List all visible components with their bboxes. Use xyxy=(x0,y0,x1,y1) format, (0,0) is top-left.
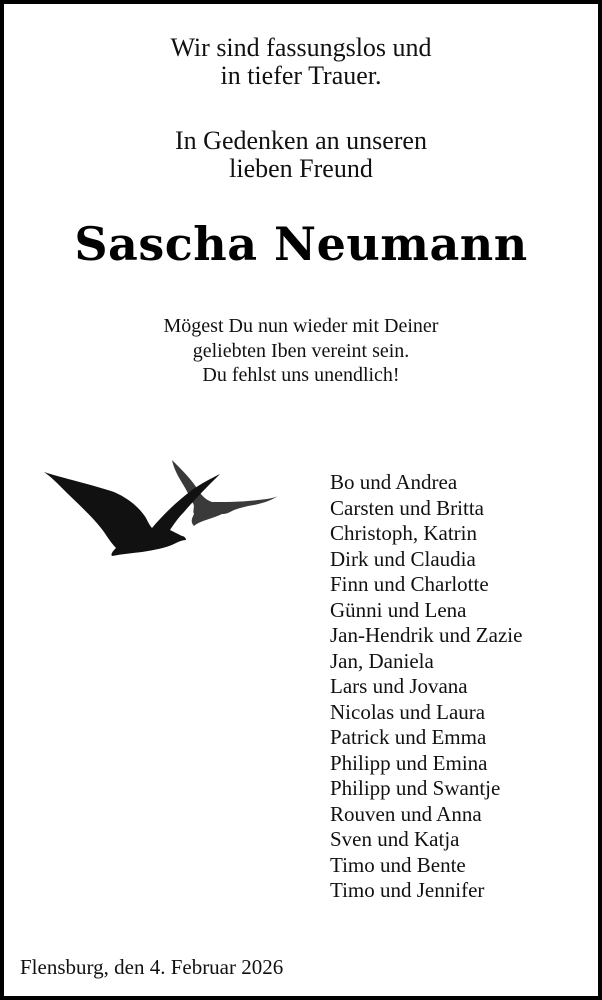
back-bird-icon xyxy=(172,460,278,526)
dedication-line: lieben Freund xyxy=(229,154,373,183)
verse-line: Du fehlst uns unendlich! xyxy=(202,364,400,386)
dedication-text xyxy=(4,127,598,183)
verse-text xyxy=(4,314,598,388)
flying-birds-icon xyxy=(42,456,282,561)
verse-line: Mögest Du nun wieder mit Deiner xyxy=(163,315,439,337)
list-item: Günni und Lena xyxy=(330,597,467,622)
verse-line: geliebten Iben vereint sein. xyxy=(192,339,410,362)
place-date: Flensburg, den 4. Februar 2026 xyxy=(20,955,284,979)
intro-line: in tiefer Trauer. xyxy=(220,61,382,90)
list-item: Sven und Katja xyxy=(330,827,460,851)
intro-text xyxy=(4,34,598,90)
list-item: Rouven und Anna xyxy=(330,801,482,826)
list-item: Timo und Bente xyxy=(330,852,466,877)
list-item: Jan, Daniela xyxy=(330,648,434,673)
deceased-name: Sascha Neumann xyxy=(74,217,528,271)
mourners-list xyxy=(330,470,522,904)
list-item: Dirk und Claudia xyxy=(330,546,476,571)
list-item: Philipp und Emina xyxy=(330,750,488,775)
list-item: Philipp und Swantje xyxy=(330,776,501,800)
list-item: Carsten und Britta xyxy=(330,495,484,520)
list-item: Timo und Jennifer xyxy=(330,878,485,902)
list-item: Bo und Andrea xyxy=(330,470,458,494)
list-item: Jan-Hendrik und Zazie xyxy=(330,623,523,647)
list-item: Patrick und Emma xyxy=(330,725,487,749)
list-item: Christoph, Katrin xyxy=(330,521,477,545)
dedication-line: In Gedenken an unseren xyxy=(175,126,427,155)
list-item: Finn und Charlotte xyxy=(330,572,489,596)
list-item: Nicolas und Laura xyxy=(330,699,486,724)
list-item: Lars und Jovana xyxy=(330,674,468,698)
intro-line: Wir sind fassungslos und xyxy=(170,33,432,62)
